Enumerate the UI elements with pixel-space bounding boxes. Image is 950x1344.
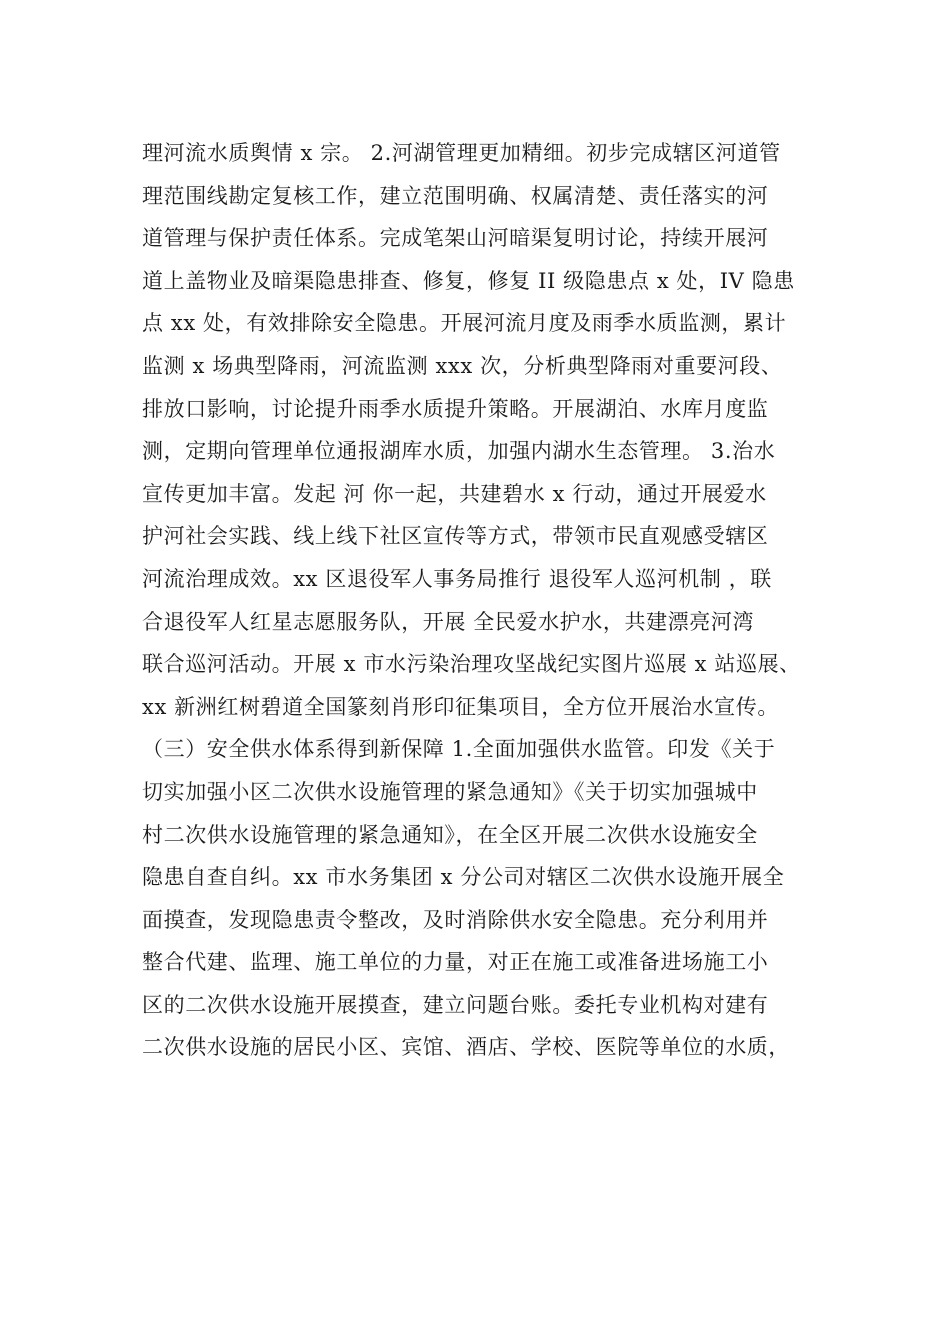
text-line: 宣传更加丰富。发起 河 你一起，共建碧水 x 行动，通过开展爱水 <box>142 481 767 506</box>
text-line: 道管理与保护责任体系。完成笔架山河暗渠复明讨论，持续开展河 <box>142 226 769 251</box>
text-line: 面摸查，发现隐患责令整改，及时消除供水安全隐患。充分利用并 <box>142 907 769 932</box>
text-line: 整合代建、监理、施工单位的力量，对正在施工或准备进场施工小 <box>142 950 769 975</box>
text-line: 村二次供水设施管理的紧急通知》，在全区开展二次供水设施安全 <box>142 822 758 847</box>
text-line: 切实加强小区二次供水设施管理的紧急通知》《关于切实加强城中 <box>142 779 758 804</box>
text-line: 道上盖物业及暗渠隐患排查、修复，修复 II 级隐患点 x 处，IV 隐患 <box>142 268 795 293</box>
text-line: 联合巡河活动。开展 x 市水污染治理攻坚战纪实图片巡展 x 站巡展、 <box>142 652 801 677</box>
text-line: 测，定期向管理单位通报湖库水质，加强内湖水生态管理。 3.治水 <box>142 439 776 464</box>
text-line: 区的二次供水设施开展摸查，建立问题台账。委托专业机构对建有 <box>142 992 769 1017</box>
text-line: 隐患自查自纠。xx 市水务集团 x 分公司对辖区二次供水设施开展全 <box>142 865 785 890</box>
text-line: 二次供水设施的居民小区、宾馆、酒店、学校、医院等单位的水质， <box>142 1035 790 1060</box>
text-line: （三）安全供水体系得到新保障 1.全面加强供水监管。印发《关于 <box>142 737 776 762</box>
text-line: 护河社会实践、线上线下社区宣传等方式，带领市民直观感受辖区 <box>142 524 769 549</box>
text-line: 理范围线勘定复核工作，建立范围明确、权属清楚、责任落实的河 <box>142 183 769 208</box>
text-line: 排放口影响，讨论提升雨季水质提升策略。开展湖泊、水库月度监 <box>142 396 769 421</box>
text-line: 监测 x 场典型降雨，河流监测 xxx 次，分析典型降雨对重要河段、 <box>142 353 783 378</box>
text-line: 理河流水质舆情 x 宗。 2.河湖管理更加精细。初步完成辖区河道管 <box>142 141 781 165</box>
text-line: 点 xx 处，有效排除安全隐患。开展河流月度及雨季水质监测，累计 <box>142 311 787 336</box>
text-line: xx 新洲红树碧道全国篆刻肖形印征集项目，全方位开展治水宣传。 <box>142 694 779 719</box>
text-line: 合退役军人红星志愿服务队，开展 全民爱水护水，共建漂亮河湾 <box>142 609 755 634</box>
text-line: 河流治理成效。xx 区退役军人事务局推行 退役军人巡河机制 ，联 <box>142 566 772 591</box>
body-text <box>142 132 842 1069</box>
